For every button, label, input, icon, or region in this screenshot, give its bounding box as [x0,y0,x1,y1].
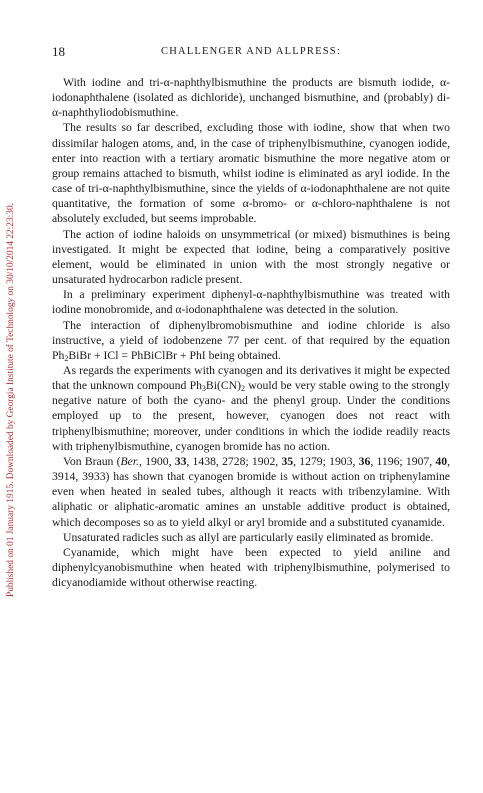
volume-number: 40 [435,454,448,468]
running-title: CHALLENGER AND ALLPRESS: [161,46,341,57]
page-number: 18 [52,44,65,59]
paragraph-2: The results so far described, excluding those with iodine, show that when two dissimilar halogen atoms, and, in the case of triphenylbismuthine, cyanogen iodide, enter into reaction with a tertiary aromatic bismuthine the more negative atom or group remains attached to bismuth, whilst iodine is eliminated as aryl iodide. In the case of tri-α-naphthylbismuthine, since the yields of α-iodonaphthalene are not quite quantitative, the formation of some α-bromo- or α-chloro-naphthalene is not absolutely excluded, but seems improbable. [52,121,450,226]
download-notice: Published on 01 January 1915. Downloaded by Georgia Institute of Technology on 30/10/2014 22:23:30. [6,202,16,598]
journal-abbrev: Ber. [120,454,140,468]
volume-number: 33 [174,454,187,468]
page-header [52,44,450,60]
volume-number: 35 [281,454,294,468]
paragraph-9: Cyanamide, which might have been expected to yield aniline and diphenylcyanobismuthine when heated with triphenylbismuthine, polymerised to dicyanodiamide without otherwise reacting. [52,545,450,590]
paragraph-6: As regards the experiments with cyanogen and its derivatives it might be expected that the unknown compound $Ph_3Bi(CN)_2$ would be very stable owing to the strongly negative nature of both the cyano- and the phenyl group. Under the conditions employed up to the present, however, cyanogen does not react with triphenylbismuthine; moreover, under conditions in which the iodide readily reacts with triphenylbismuthine, cyanogen bromide has no action. [52,363,450,453]
article-body [52,75,450,590]
download-watermark [0,0,22,793]
paragraph-7: Von Braun (Ber., 1900, 33, 1438, 2728; 1902, 35, 1279; 1903, 36, 1196; 1907, 40, 3914, 3933) has shown that cyanogen bromide is without action on triphenylamine even when heated in sealed tubes, although it reacts with tribenzylamine. With aliphatic or aliphatic-aromatic amines an unstable additive product is obtained, which decomposes so as to yield alkyl or aryl bromide and a substituted cyanamide. [52,454,451,529]
paragraph-8: Unsaturated radicles such as allyl are particularly easily eliminated as bromide. [63,530,434,544]
volume-number: 36 [358,454,371,468]
paragraph-4: In a preliminary experiment diphenyl-α-naphthylbismuthine was treated with iodine monobromide, and α-iodonaphthalene was detected in the solution. [52,288,450,317]
paragraph-1: With iodine and tri-α-naphthylbismuthine the products are bismuth iodide, α-iodonaphthalene (isolated as dichloride), unchanged bismuthine, and (probably) di-α-naphthyliodobismuthine. [52,76,450,120]
paragraph-3: The action of iodine haloids on unsymmetrical (or mixed) bismuthines is being investigated. It might be expected that iodine, being a comparatively positive element, would be eliminated in union with the most strongly negative or unsaturated hydrocarbon radicle present. [52,227,450,287]
paragraph-5: The interaction of diphenylbromobismuthine and iodine chloride is also instructive, a yield of iodobenzene 77 per cent. of that required by the equation $Ph_2BiBr$ + ICl = PhBiClBr + PhI being obtained. [52,318,450,363]
